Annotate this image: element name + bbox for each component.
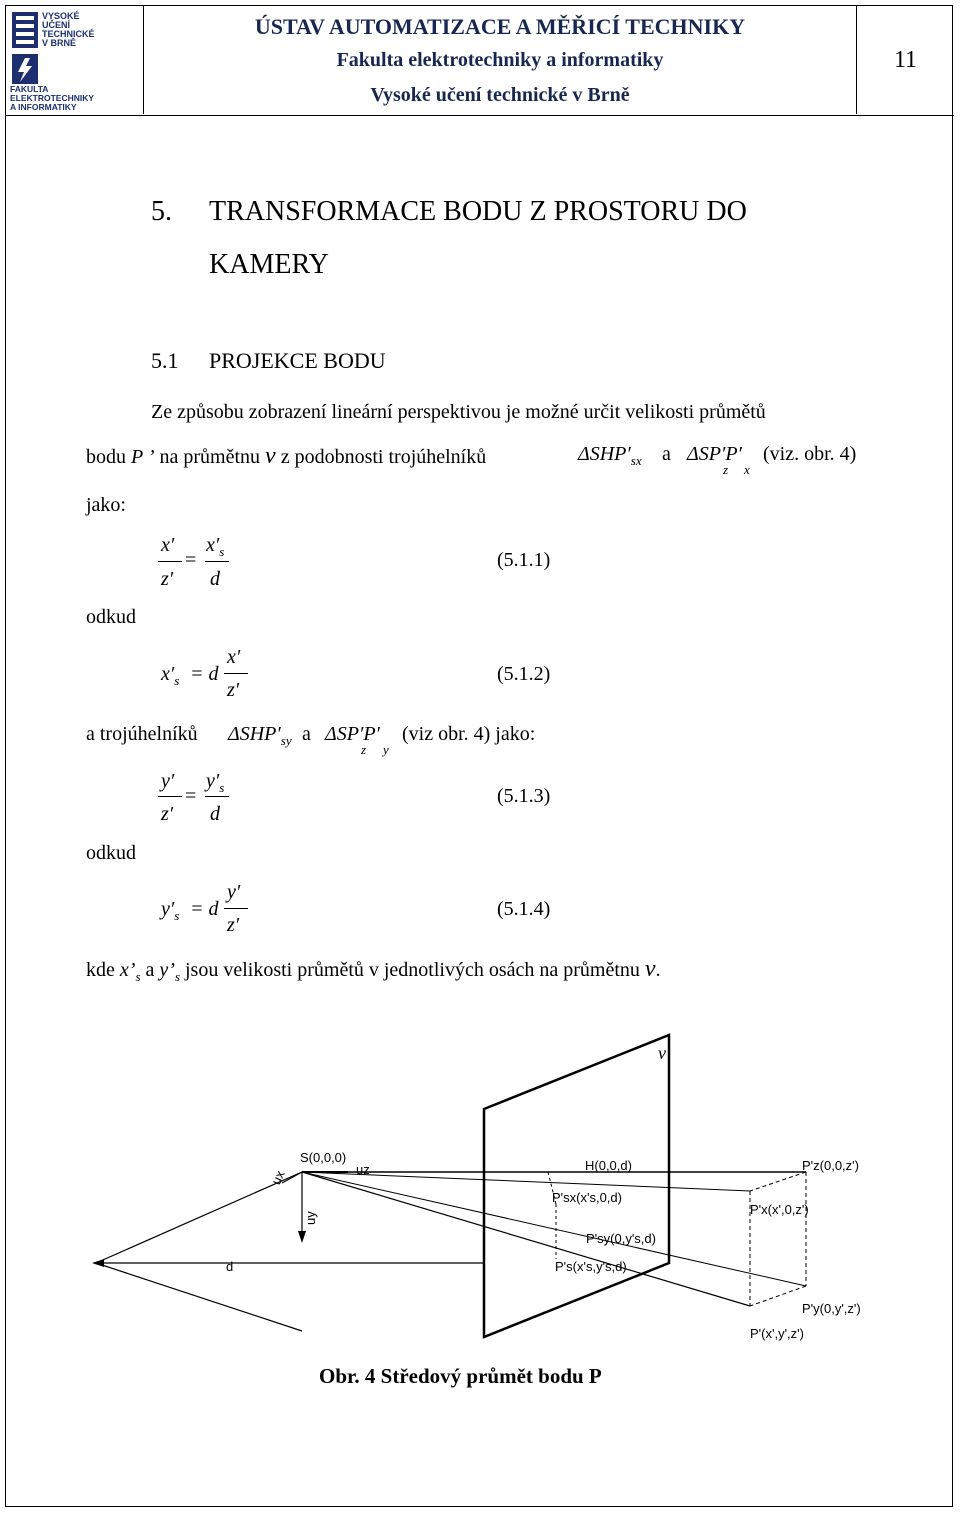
closing-sentence	[86, 956, 661, 985]
triangle-subscript: sx	[630, 453, 642, 468]
logo-top-line-2: UČENÍ	[42, 20, 71, 30]
mid-and: a	[302, 723, 311, 745]
uy-arrow-icon	[298, 1231, 306, 1243]
mid-reference: (viz obr. 4) jako:	[402, 723, 536, 745]
text-fragment: a	[140, 959, 160, 981]
eq1-denominator-left: z′	[161, 568, 174, 590]
logo-bottom-line-2: ELEKTROTECHNIKY	[10, 93, 95, 103]
text-fragment: kde	[86, 959, 120, 981]
plane-nu-label: ν	[658, 1043, 666, 1063]
uz-label: uz	[356, 1162, 370, 1177]
triangle-subscript-z: z	[723, 462, 729, 477]
logo-bottom-line-1: FAKULTA	[10, 84, 49, 94]
triangle-name: ΔSP′P′	[687, 443, 742, 465]
institute-name: ÚSTAV AUTOMATIZACE A MĚŘICÍ TECHNIKY	[254, 14, 746, 39]
eq3-label: (5.1.3)	[497, 785, 551, 807]
mid-triangle-sp-py: ΔSP′P′	[325, 723, 380, 745]
text-fragment: .	[655, 959, 661, 981]
triangle-sp-px	[687, 443, 742, 466]
faculty-name: Fakulta elektrotechniky a informatiky	[336, 49, 664, 71]
s-label: S(0,0,0)	[300, 1150, 347, 1165]
eq4-lhs-var: y′	[161, 898, 175, 920]
eq3-denominator-right: d	[210, 803, 220, 825]
triangle-name: ΔSHP′	[578, 443, 631, 465]
plane-nu: ν	[265, 443, 276, 469]
triangle-shp-sx	[578, 443, 642, 469]
odkud-1: odkud	[86, 606, 136, 628]
pz-label: P'z(0,0,z')	[802, 1158, 859, 1173]
vut-fekt-logo-icon	[6, 6, 144, 114]
p-label: P'(x',y',z')	[750, 1326, 804, 1341]
pz-to-px-dashed	[750, 1172, 806, 1191]
eq2-denominator: z′	[227, 679, 240, 701]
h-label: H(0,0,d)	[585, 1158, 632, 1173]
psx-label: P'sx(x's,0,d)	[552, 1190, 622, 1205]
point-p-prime: P ’	[131, 446, 155, 468]
eq2-label: (5.1.2)	[497, 663, 551, 685]
py-to-p-dashed	[750, 1286, 806, 1306]
mid-text: a trojúhelníků	[86, 723, 198, 745]
ys-symbol: y’	[159, 959, 175, 981]
eq2-lhs-var: x′	[161, 663, 175, 685]
university-name: Vysoké učení technické v Brně	[370, 84, 630, 106]
d-label: d	[226, 1259, 234, 1274]
university-logo	[6, 6, 144, 114]
paragraph-line-3: jako:	[86, 494, 126, 516]
page-frame	[5, 5, 953, 1507]
eq4-equals-d: = d	[190, 898, 219, 920]
eq4-denominator: z′	[227, 914, 240, 936]
ray-to-p	[302, 1172, 750, 1306]
psy-label: P'sy(0,y's,d)	[586, 1231, 656, 1246]
section-number: 5.	[151, 196, 172, 227]
eq2-equals-d: = d	[190, 663, 219, 685]
ps-label: P's(x's,y's,d)	[555, 1259, 627, 1274]
eq2-lhs	[161, 663, 179, 689]
eq1-numerator-left: x′	[161, 534, 175, 556]
conjunction-and: a	[662, 443, 671, 465]
eq3-fraction-bar-left	[158, 796, 182, 797]
figure-caption: Obr. 4 Středový průmět bodu P	[319, 1364, 602, 1388]
eq1-equals: =	[185, 549, 197, 571]
eq1-numerator-sub: s	[219, 544, 225, 559]
ys-subscript: s	[174, 969, 180, 984]
paragraph-line-1: Ze způsobu zobrazení lineární perspektivou je možné určit velikosti průmětů	[151, 401, 766, 423]
logo-top-line-4: V BRNĚ	[42, 38, 77, 48]
eq4-label: (5.1.4)	[497, 898, 551, 920]
subsection-number: 5.1	[151, 348, 179, 373]
eq1-denominator-right: d	[210, 568, 220, 590]
xs-subscript: s	[135, 969, 141, 984]
text-fragment: z podobnosti trojúhelníků	[275, 446, 487, 468]
eq2-fraction-bar	[224, 673, 248, 674]
eq3-numerator-right	[206, 770, 224, 796]
paragraph-line-2	[86, 443, 486, 470]
eq2-lhs-sub: s	[174, 673, 180, 688]
eq3-numerator-left: y′	[161, 770, 175, 792]
header-titles	[144, 6, 856, 114]
section-title-line-2: KAMERY	[209, 249, 329, 280]
text-fragment: na průmětnu	[154, 446, 266, 468]
triangle-subscript-x: x	[744, 462, 750, 477]
page-number: 11	[856, 6, 954, 114]
logo-bottom-line-3: A INFORMATIKY	[10, 102, 77, 112]
eq4-lhs-sub: s	[174, 908, 180, 923]
eq3-denominator-left: z′	[161, 803, 174, 825]
eq2-numerator: x′	[227, 646, 241, 668]
mid-subscript-y: y	[383, 742, 389, 757]
logo-top-line-1: VYSOKÉ	[42, 11, 80, 21]
eq1-numerator-right	[206, 534, 224, 560]
eq1-fraction-bar-right	[205, 561, 229, 562]
logo-top-line-3: TECHNICKÉ	[42, 29, 95, 39]
eq1-numerator-var: x′	[206, 534, 220, 556]
plane-nu: ν	[644, 956, 656, 982]
triangle-name: ΔSHP′	[228, 723, 281, 745]
mid-triangle-shp-sy	[228, 723, 292, 749]
eq3-numerator-var: y′	[206, 770, 220, 792]
eq1-fraction-bar-left	[158, 561, 182, 562]
eq3-fraction-bar-right	[205, 796, 229, 797]
eq4-numerator: y′	[227, 881, 241, 903]
triangle-subscript: sy	[280, 733, 292, 748]
xs-symbol: x’	[119, 959, 136, 981]
projection-figure	[86, 1031, 881, 1341]
section-title-line-1: TRANSFORMACE BODU Z PROSTORU DO	[209, 196, 747, 227]
odkud-2: odkud	[86, 842, 136, 864]
px-label: P'x(x',0,z')	[750, 1202, 809, 1217]
mid-subscript-z: z	[361, 742, 367, 757]
page-header	[6, 6, 954, 116]
figure-reference: (viz. obr. 4)	[763, 443, 857, 465]
d-diag-bottom	[96, 1263, 302, 1331]
uy-label: uy	[303, 1211, 318, 1225]
eq1-label: (5.1.1)	[497, 549, 551, 571]
d-diag-top	[96, 1172, 302, 1263]
subsection-title: PROJEKCE BODU	[209, 348, 386, 373]
eq3-numerator-sub: s	[219, 780, 225, 795]
ux-label: ux	[268, 1168, 288, 1187]
text-fragment: bodu	[86, 446, 131, 468]
eq4-fraction-bar	[224, 908, 248, 909]
text-fragment: jsou velikosti průmětů v jednotlivých osách na průmětnu	[180, 959, 645, 981]
eq4-lhs	[161, 898, 179, 924]
eq3-equals: =	[185, 785, 197, 807]
py-label: P'y(0,y',z')	[802, 1301, 861, 1316]
